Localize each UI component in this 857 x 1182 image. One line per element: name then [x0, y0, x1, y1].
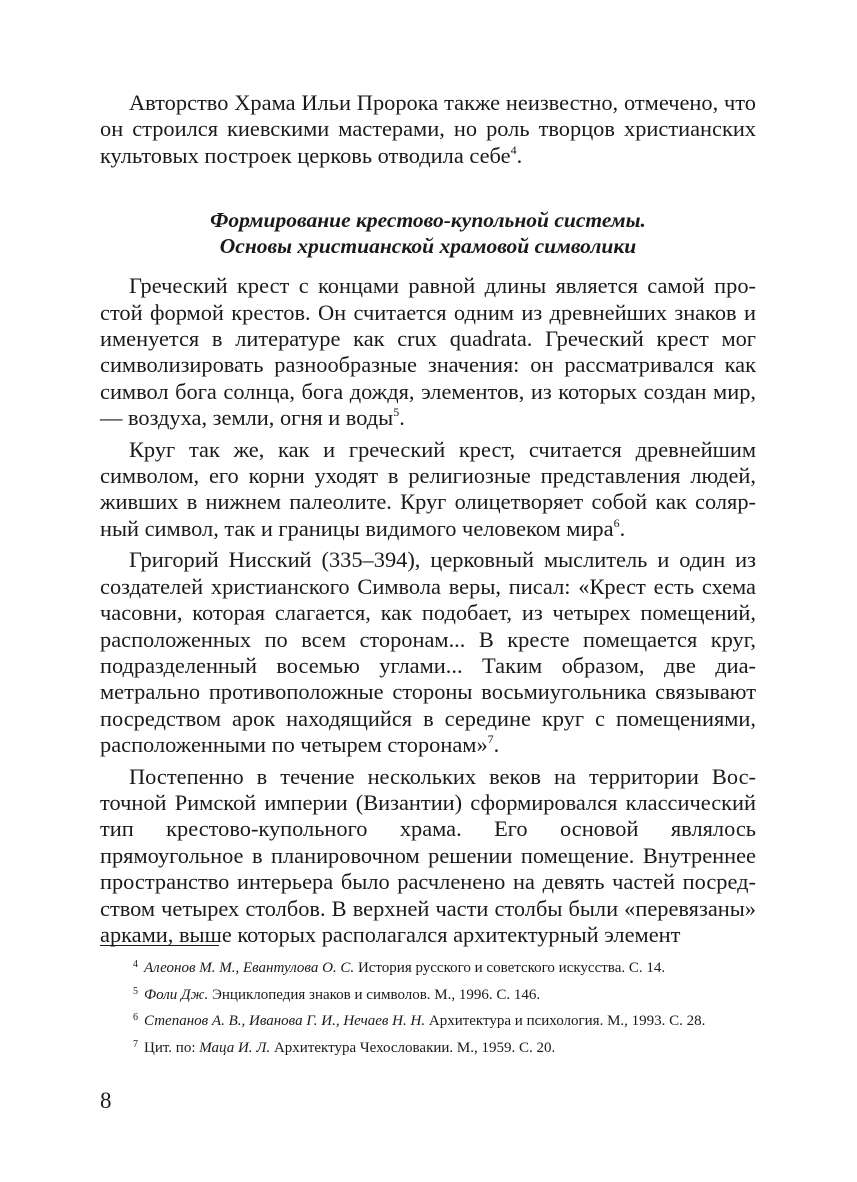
footnote-ref[interactable]: 4 — [510, 142, 517, 157]
footnotes — [100, 955, 756, 1061]
footnote-ref[interactable]: 7 — [487, 732, 494, 747]
paragraph-gregory: Григорий Нисский (335–394), церковный мыслитель и один из создателей христианского Символа веры, писал: «Крест есть схема часовни, которая слагается, как подобает, из четырех помещений, расположенных по всем сторонам... В кресте помещается круг, подразделенный восемью углами... Таким образом, две диаметрально противоположные стороны восьмиугольника связывают посредством арок находящийся в середине круг с помещениями, расположенными по четырем сторонам»$^7$. — [100, 547, 756, 758]
footnote-6 — [100, 1008, 756, 1032]
footnote-ref[interactable]: 5 — [393, 405, 400, 420]
footnote-author: Маца И. Л. — [199, 1039, 271, 1056]
footnote-number: 7 — [133, 1038, 138, 1050]
paragraph-byzantine: Постепенно в течение нескольких веков на территории Восточной Римской империи (Византии) сформировался классический тип крестово-купольного храма. Его основой являлось прямоугольное в планировочном решении помещение. Внутреннее пространство интерьера было расчленено на девять частей посредством четырех столбов. В верхней части столбы были «перевязаны» арками, выше которых располагался архитектурный элемент — [100, 763, 756, 947]
footnote-text: История русского и советского искусства. С. 14. — [354, 960, 666, 976]
footnote-text: Архитектура и психология. М., 1993. С. 28. — [425, 1013, 706, 1029]
page-body — [100, 90, 756, 948]
footnote-author: Фоли Дж. — [144, 986, 209, 1003]
footnote-7 — [100, 1035, 756, 1059]
footnote-number: 5 — [133, 985, 138, 997]
paragraph-circle: Круг так же, как и греческий крест, считается древнейшим символом, его корни уходят в религиозные представления людей, живших в нижнем палеолите. Круг олицетворяет собой как солярный символ, так и границы видимого человеком мира$^6$. — [100, 436, 756, 541]
footnote-number: 4 — [133, 959, 138, 970]
footnote-prefix: Цит. по: — [144, 1039, 200, 1056]
footnote-5 — [100, 982, 756, 1006]
footnote-divider — [100, 945, 219, 946]
paragraph-intro: Авторство Храма Ильи Пророка также неизвестно, отмечено, что он строился киевскими мастерами, но роль творцов христианских культовых построек церковь отводила себе$^4$. — [100, 90, 756, 168]
page-number: 8 — [100, 1088, 112, 1113]
section-heading-line-1: Формирование крестово-купольной системы. — [210, 208, 646, 233]
footnote-author: Алеонов М. М., Евантулова О. С. — [144, 960, 355, 976]
footnote-ref[interactable]: 6 — [613, 515, 620, 530]
footnote-number: 6 — [133, 1012, 138, 1023]
section-heading — [100, 207, 756, 259]
footnote-text: Энциклопедия знаков и символов. М., 1996. С. 146. — [208, 986, 541, 1003]
paragraph-greek-cross: Греческий крест с концами равной длины является самой простой формой крестов. Он считается одним из древнейших знаков и именуется в литературе как crux quadrata. Греческий крест мог символизировать разнообразные значения: он рассматривался как символ бога солнца, бога дождя, элементов, из которых создан мир, — воздуха, земли, огня и воды$^5$. — [100, 273, 756, 431]
footnote-4 — [100, 955, 756, 979]
section-heading-line-2: Основы христианской храмовой символики — [219, 234, 637, 259]
footnote-author: Степанов А. В., Иванова Г. И., Нечаев Н. Н. — [144, 1013, 426, 1029]
footnote-text: Архитектура Чехословакии. М., 1959. С. 20. — [270, 1039, 556, 1056]
